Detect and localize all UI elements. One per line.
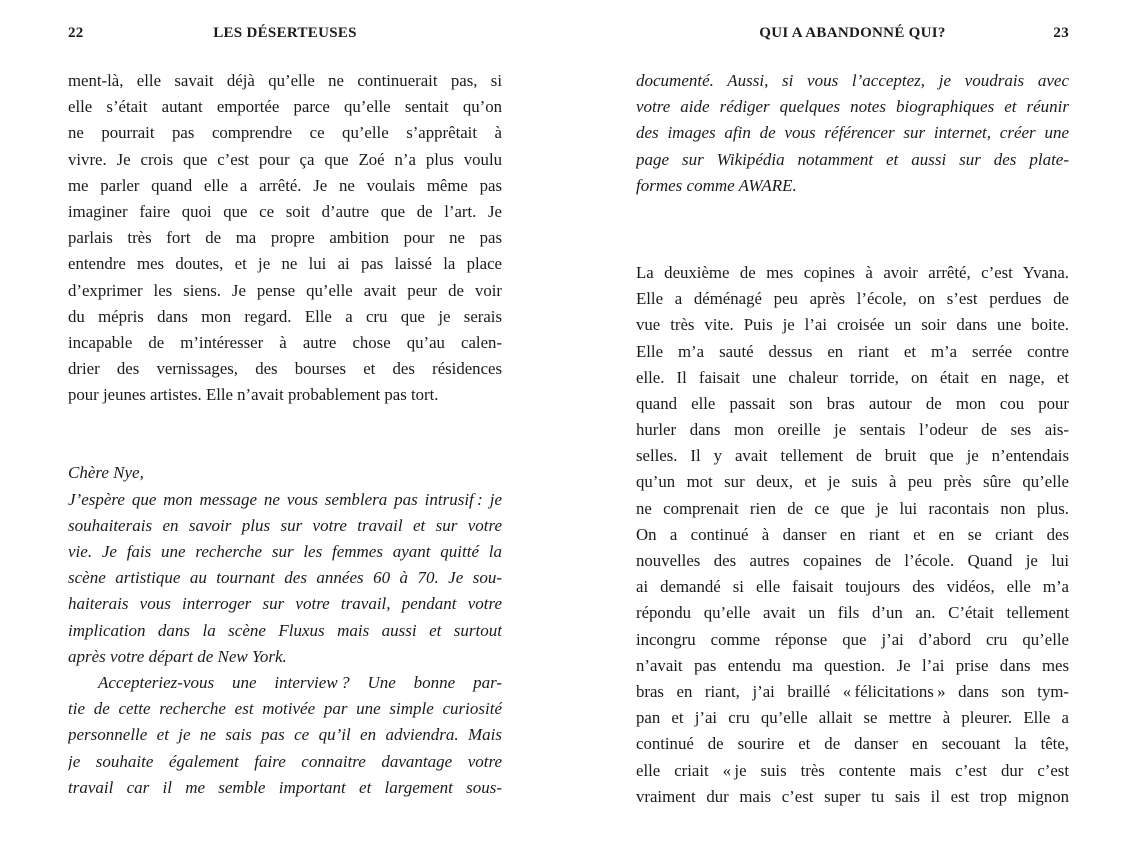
- text-line: n’avait pas entendu ma question. Je l’ai prise dans mes: [636, 655, 1069, 675]
- text-line: Chère Nye,: [68, 463, 144, 483]
- text-line: d’exprimer les siens. Je pense qu’elle avait peur de voir: [68, 280, 502, 300]
- text-line: du mépris dans mon regard. Elle a cru que je serais: [68, 306, 502, 326]
- text-line: je souhaite également faire connaitre davantage votre: [68, 751, 502, 771]
- text-line: continué de sourire et de danser en secouant la tête,: [636, 734, 1069, 754]
- text-line: qu’un mot sur deux, et je suis à peu près sûre qu’elle: [636, 472, 1069, 492]
- text-line: quand elle passait son bras autour de mon cou pour: [636, 393, 1069, 413]
- narrative-paragraph-left: [68, 68, 502, 408]
- text-line: incongru comme réponse que j’ai d’abord cru qu’elle: [636, 629, 1069, 649]
- text-line: elle. Il faisait une chaleur torride, on était en nage, et: [636, 367, 1069, 387]
- text-line: scène artistique au tournant des années 60 à 70. Je sou-: [68, 568, 502, 588]
- text-line: La deuxième de mes copines à avoir arrêté, c’est Yvana.: [636, 262, 1069, 282]
- text-line: vie. Je fais une recherche sur les femmes ayant quitté la: [68, 542, 502, 561]
- text-line: ai demandé si elle faisait toujours des vidéos, elle m’a: [636, 577, 1069, 597]
- text-line: travail car il me semble important et largement sous-: [68, 777, 502, 797]
- text-block-left: [68, 25, 502, 801]
- text-line: répondu qu’elle avait un fils d’un an. C’était tellement: [636, 603, 1069, 623]
- page-right: [569, 0, 1138, 857]
- text-line: Elle a déménagé peu après l’école, on s’est perdues de: [636, 289, 1069, 309]
- text-line: elle criait « je suis très contente mais c’est dur c’est: [636, 760, 1069, 780]
- text-line: entendre mes doutes, et je ne lui ai pas laissé la place: [68, 254, 502, 274]
- text-line: drier des vernissages, des bourses et des résidences: [68, 359, 502, 379]
- text-line: J’espère que mon message ne vous semblera pas intrusif : je: [68, 489, 502, 509]
- text-line: me parler quand elle a arrêté. Je ne voulais même pas: [68, 175, 502, 195]
- pagehead-left: [68, 25, 502, 42]
- text-block-right: [636, 25, 1069, 810]
- text-line: ne pourrait pas comprendre ce qu’elle s’apprêtait à: [68, 123, 502, 143]
- text-line: pour jeunes artistes. Elle n’avait probablement pas tort.: [68, 385, 439, 405]
- text-line: ne comprenait rien de ce que je lui racontais non plus.: [636, 498, 1069, 518]
- text-line: vivre. Je crois que c’est pour ça que Zoé n’a plus voulu: [68, 149, 502, 169]
- page-number-right: 23: [1053, 25, 1069, 41]
- text-line: personnelle et je ne sais pas ce qu’il en adviendra. Mais: [68, 725, 502, 745]
- text-line: pan et j’ai cru qu’elle allait se mettre à pleurer. Elle a: [636, 708, 1069, 728]
- narrative-paragraph-right: [636, 260, 1069, 810]
- text-line: ment-là, elle savait déjà qu’elle ne continuerait pas, si: [68, 71, 502, 90]
- text-line: hurler dans mon oreille je sentais l’odeur de ses ais-: [636, 420, 1069, 440]
- text-line: page sur Wikipédia notamment et aussi sur des plate-: [636, 149, 1069, 169]
- pagehead-right: [636, 25, 1069, 42]
- text-line: souhaiterais en savoir plus sur votre travail et sur votre: [68, 515, 502, 535]
- text-line: des images afin de vous référencer sur internet, créer une: [636, 123, 1069, 143]
- text-line: implication dans la scène Fluxus mais aussi et surtout: [68, 620, 502, 640]
- running-head-right: QUI A ABANDONNÉ QUI?: [759, 25, 946, 41]
- running-head-left: LES DÉSERTEUSES: [213, 25, 357, 41]
- text-line: votre aide rédiger quelques notes biographiques et réunir: [636, 97, 1069, 117]
- text-line: haiterais vous interroger sur votre travail, pendant votre: [68, 594, 502, 614]
- text-line: incapable de m’intéresser à autre chose qu’au calen-: [68, 332, 502, 352]
- text-line: après votre départ de New York.: [68, 646, 287, 666]
- text-line: parlais très fort de ma propre ambition pour ne pas: [68, 228, 502, 248]
- text-line: On a continué à danser en riant et en se criant des: [636, 524, 1069, 544]
- text-line: selles. Il y avait tellement de bruit que je n’entendais: [636, 446, 1069, 466]
- text-line: tie de cette recherche est motivée par une simple curiosité: [68, 699, 502, 719]
- text-line: imaginer faire quoi que ce soit d’autre que de l’art. Je: [68, 201, 502, 221]
- page-body-right: [636, 68, 1069, 810]
- text-line: Accepteriez-vous une interview ? Une bonne par-: [98, 672, 502, 692]
- letter-excerpt-left: [68, 460, 502, 800]
- text-line: bras en riant, j’ai braillé « félicitations » dans son tym-: [636, 681, 1069, 701]
- text-line: vue très vite. Puis je l’ai croisée un soir dans une boite.: [636, 315, 1069, 335]
- text-line: vraiment dur mais c’est super tu sais il est trop mignon: [636, 786, 1069, 806]
- text-line: Elle m’a sauté dessus en riant et m’a serrée contre: [636, 341, 1069, 361]
- page-number-left: 22: [68, 25, 84, 41]
- text-line: documenté. Aussi, si vous l’acceptez, je voudrais avec: [636, 71, 1069, 90]
- text-line: elle s’était autant emportée parce qu’elle sentait qu’on: [68, 97, 502, 117]
- text-line: nouvelles des autres copaines de l’école. Quand je lui: [636, 551, 1069, 570]
- text-line: formes comme AWARE.: [636, 175, 797, 195]
- letter-excerpt-right: [636, 68, 1069, 199]
- page-body-left: [68, 68, 502, 801]
